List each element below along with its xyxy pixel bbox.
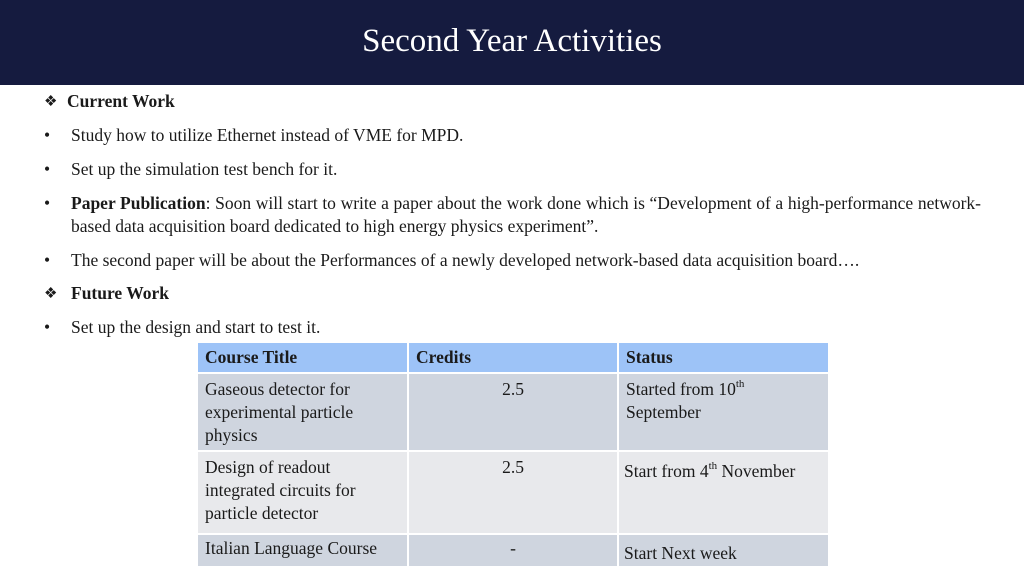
header-course-title: Course Title — [197, 342, 408, 373]
credits-cell: - — [408, 534, 618, 567]
status-text: Start from 4 — [624, 461, 709, 481]
courses-table — [196, 341, 830, 568]
header-status: Status — [618, 342, 829, 373]
slide-title: Second Year Activities — [362, 23, 662, 59]
future-work-heading: Future Work — [71, 283, 170, 303]
status-superscript: th — [708, 460, 718, 473]
status-cell: Start Next week — [618, 534, 829, 567]
status-cell — [618, 451, 829, 534]
status-superscript: th — [735, 378, 745, 391]
status-text: Started from 10 — [626, 379, 736, 399]
table-row — [197, 373, 829, 451]
bullet-icon: • — [44, 250, 51, 270]
paper-publication-text: : Soon will start to write a paper about the work done which is “Development of a high-performance network-based data acquisition board dedicated to high energy physics experiment”. — [71, 193, 981, 236]
diamond-bullet-icon: ❖ — [44, 286, 58, 302]
bullet-icon: • — [44, 159, 51, 179]
table-header-row — [197, 342, 829, 373]
credits-cell: 2.5 — [408, 373, 618, 451]
bullet-text-ethernet: Study how to utilize Ethernet instead of VME for MPD. — [71, 125, 464, 145]
bullet-icon: • — [44, 317, 51, 337]
status-cell — [618, 373, 829, 451]
bullet-text-design: Set up the design and start to test it. — [71, 317, 321, 337]
current-work-heading: Current Work — [67, 91, 175, 111]
bullet-text-paper — [71, 192, 981, 238]
bullet-icon: • — [44, 193, 51, 213]
course-title-cell: Italian Language Course — [197, 534, 408, 567]
bullet-icon: • — [44, 125, 51, 145]
bullet-text-testbench: Set up the simulation test bench for it. — [71, 159, 338, 179]
course-title-cell: Gaseous detector for experimental particle physics — [197, 373, 408, 451]
course-title-cell: Design of readout integrated circuits for particle detector — [197, 451, 408, 534]
title-bar — [0, 0, 1024, 85]
diamond-bullet-icon: ❖ — [44, 94, 58, 110]
header-credits: Credits — [408, 342, 618, 373]
table-row — [197, 451, 829, 534]
paper-publication-label: Paper Publication — [71, 193, 206, 213]
status-text-month: September — [626, 402, 701, 422]
table-row — [197, 534, 829, 567]
status-text-month: November — [717, 461, 796, 481]
bullet-text-second-paper: The second paper will be about the Performances of a newly developed network-based data acquisition board…. — [71, 250, 860, 270]
credits-cell: 2.5 — [408, 451, 618, 534]
